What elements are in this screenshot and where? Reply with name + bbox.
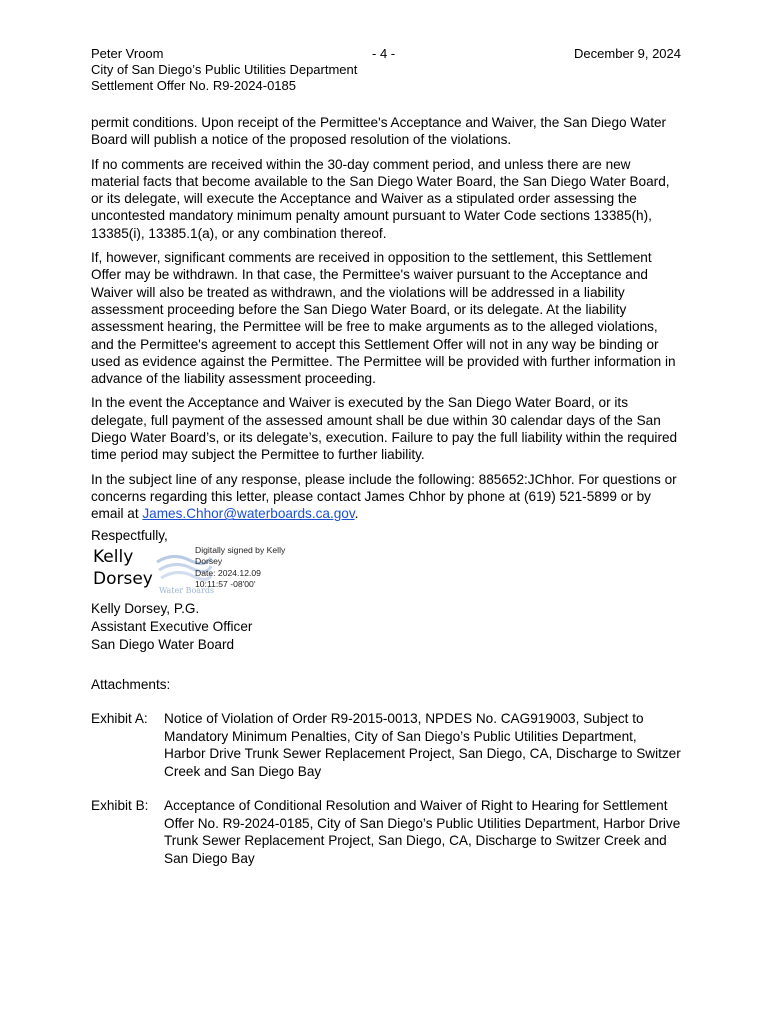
- header-department: City of San Diego’s Public Utilities Department: [91, 62, 358, 77]
- paragraph-2: If no comments are received within the 30-day comment period, and unless there are new material facts that become available to the San Diego Water Board, the San Diego Water Board, or its delegate, will execute the Acceptance and Waiver as a stipulated order assessing the uncontested mandatory minimum penalty amount pursuant to Water Code sections 13385(h), 13385(i), 13385.1(a), or any combination thereof.: [91, 156, 670, 241]
- paragraph-5: [91, 471, 681, 523]
- header-offer: Settlement Offer No. R9-2024-0185: [91, 78, 296, 93]
- exhibit-b-label: Exhibit B:: [91, 798, 149, 814]
- paragraph-1: permit conditions. Upon receipt of the Permittee's Acceptance and Waiver, the San Diego Water Board will publish a notice of the proposed resolution of the violations.: [91, 115, 667, 148]
- signer-info: [91, 600, 681, 655]
- exhibit-b: [91, 797, 681, 867]
- digital-signature-info: [195, 545, 325, 591]
- page-number: - 4 -: [372, 46, 396, 61]
- paragraph-3: If, however, significant comments are received in opposition to the settlement, this Settlement Offer may be withdrawn. In that case, the Permittee's waiver pursuant to the Acceptance and Waiver will also be treated as withdrawn, and the violations will be addressed in a liability assessment proceeding before the San Diego Water Board, or its delegate. At the liability assessment hearing, the Permittee will be free to make arguments as to the alleged violations, and the Permittee's agreement to accept this Settlement Offer will not in any way be binding or used as evidence against the Permittee. The Permittee will be provided with further information in advance of the liability assessment proceeding.: [91, 250, 676, 387]
- exhibit-a: [91, 710, 681, 780]
- signer-name: Kelly Dorsey, P.G.: [91, 600, 200, 616]
- signature-block: [91, 546, 681, 600]
- exhibit-a-text: Notice of Violation of Order R9-2015-0013, NPDES No. CAG919003, Subject to Mandatory Minimum Penalties, City of San Diego’s Public Utilities Department, Harbor Drive Trunk Sewer Replacement Project, San Diego, CA, Discharge to Switzer Creek and San Diego Bay: [164, 711, 681, 779]
- signature-first-name: Kelly: [93, 546, 134, 567]
- attachments-title: Attachments:: [91, 677, 171, 693]
- header-recipient: Peter Vroom: [91, 46, 164, 61]
- signature-last-name: Dorsey: [93, 568, 153, 589]
- email-link[interactable]: James.Chhor@waterboards.ca.gov: [142, 506, 355, 522]
- header-date: December 9, 2024: [574, 46, 681, 61]
- digital-sig-line-3: Date: 2024.12.09: [195, 567, 261, 578]
- letter-page: [91, 46, 681, 867]
- signer-title: Assistant Executive Officer: [91, 619, 253, 635]
- paragraph-5-text: In the subject line of any response, please include the following: 885652:JChhor. For questions or concerns regarding this letter, please contact James Chhor by phone at (619) 521-5899 or by email at: [91, 471, 677, 522]
- digital-sig-line-4: 10:11:57 -08'00': [195, 579, 256, 590]
- page-header: [91, 46, 681, 94]
- paragraph-4: In the event the Acceptance and Waiver is executed by the San Diego Water Board, or its delegate, full payment of the assessed amount shall be due within 30 calendar days of the San Diego Water Board’s, or its delegate’s, execution. Failure to pay the full liability within the required time period may subject the Permittee to further liability.: [91, 395, 678, 463]
- digital-sig-line-2: Dorsey: [195, 556, 223, 567]
- paragraph-5-end: .: [354, 506, 359, 522]
- exhibit-a-label: Exhibit A:: [91, 711, 148, 727]
- exhibit-b-text: Acceptance of Conditional Resolution and Waiver of Right to Hearing for Settlement Offer No. R9-2024-0185, City of San Diego’s Public Utilities Department, Harbor Drive Trunk Sewer Replacement Project, San Diego, CA, Discharge to Switzer Creek and San Diego Bay: [164, 798, 681, 866]
- digital-sig-line-1: Digitally signed by Kelly: [195, 544, 286, 555]
- signer-org: San Diego Water Board: [91, 637, 235, 653]
- logo-text: Water Boards: [159, 585, 215, 595]
- closing: Respectfully,: [91, 527, 168, 543]
